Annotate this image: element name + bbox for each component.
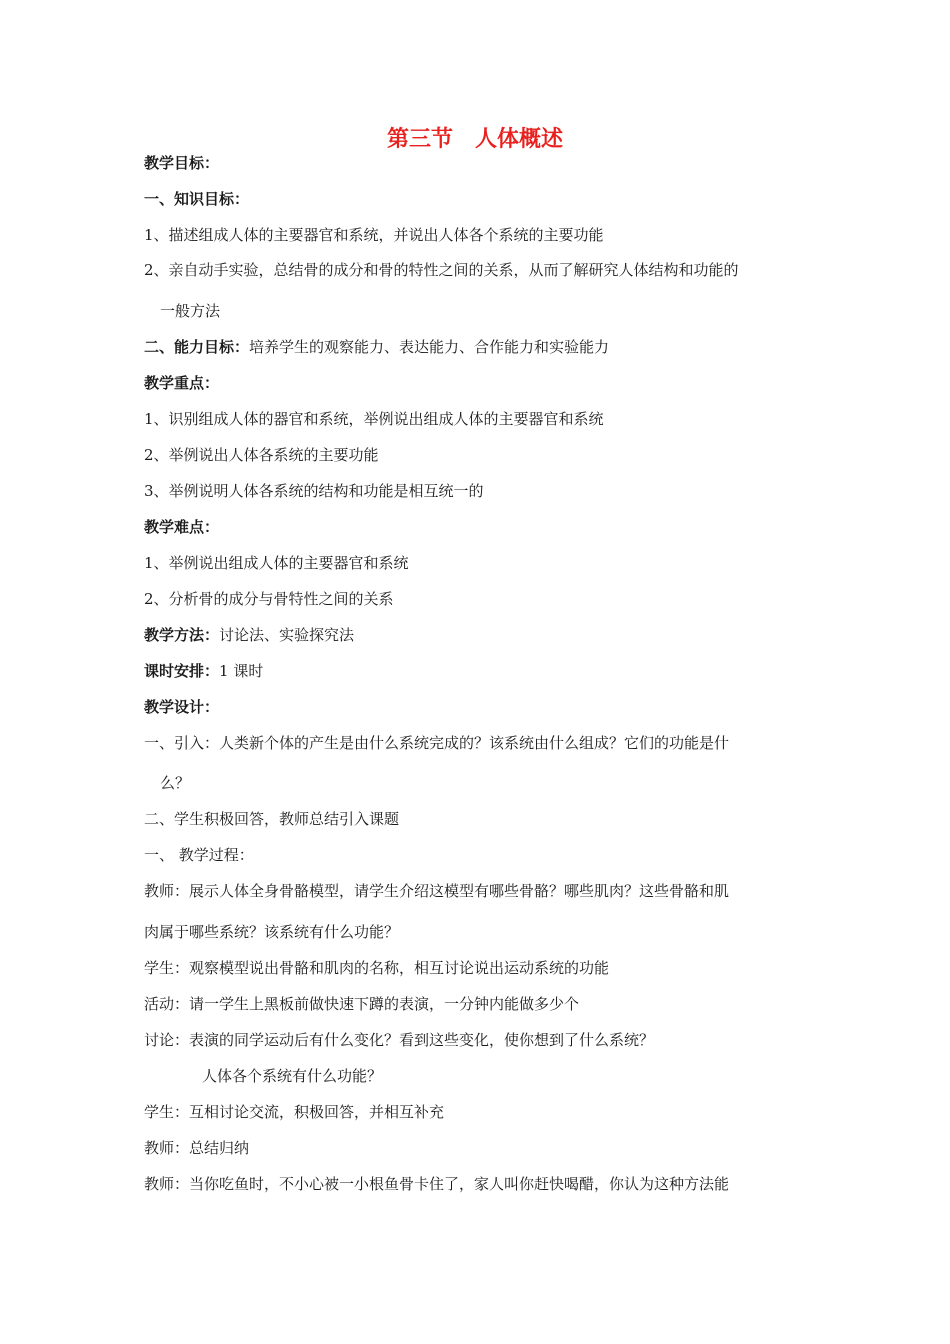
text-line: 一、引入：人类新个体的产生是由什么系统完成的？该系统由什么组成？它们的功能是什 [144,734,730,752]
heading-ability-goals: 二、能力目标：培养学生的观察能力、表达能力、合作能力和实验能力 [144,338,610,356]
text-line: 学生：互相讨论交流，积极回答，并相互补充 [144,1103,445,1121]
heading-teaching-design: 教学设计： [144,698,220,716]
heading-teaching-method: 教学方法：讨论法、实验探究法 [144,626,355,644]
heading-difficulties: 教学难点： [144,518,220,536]
heading-knowledge-goals: 一、知识目标： [144,190,250,208]
text-line: 学生：观察模型说出骨骼和肌肉的名称，相互讨论说出运动系统的功能 [144,959,610,977]
text-line: 2、举例说出人体各系统的主要功能 [144,446,379,464]
text-line: 教师：当你吃鱼时，不小心被一小根鱼骨卡住了，家人叫你赶快喝醋，你认为这种方法能 [144,1175,730,1193]
text-line: 活动：请一学生上黑板前做快速下蹲的表演，一分钟内能做多少个 [144,995,580,1013]
text-line: 1、描述组成人体的主要器官和系统，并说出人体各个系统的主要功能 [144,226,604,244]
page-title: 第三节 人体概述 [386,127,563,152]
heading-teaching-goals: 教学目标： [144,154,220,172]
text-line: 2、分析骨的成分与骨特性之间的关系 [144,590,394,608]
text-line: 二、学生积极回答，教师总结引入课题 [144,810,400,828]
text-line: 肉属于哪些系统？该系统有什么功能？ [144,923,400,941]
text-line: 1、识别组成人体的器官和系统，举例说出组成人体的主要器官和系统 [144,410,604,428]
text-line: 3、举例说明人体各系统的结构和功能是相互统一的 [144,482,484,500]
text-line: 教师：总结归纳 [144,1139,250,1157]
text-line-continuation: 么？ [160,774,191,792]
text-line-continuation: 一般方法 [160,302,221,320]
text-line: 1、举例说出组成人体的主要器官和系统 [144,554,409,572]
text-line: 2、亲自动手实验，总结骨的成分和骨的特性之间的关系，从而了解研究人体结构和功能的 [144,261,739,279]
text-line: 一、 教学过程： [144,846,254,864]
heading-key-points: 教学重点： [144,374,220,392]
heading-class-hours: 课时安排：1 课时 [144,662,264,680]
text-line: 讨论：表演的同学运动后有什么变化？看到这些变化，使你想到了什么系统？ [144,1031,655,1049]
text-line: 教师：展示人体全身骨骼模型，请学生介绍这模型有哪些骨骼？哪些肌肉？这些骨骼和肌 [144,882,730,900]
text-line-continuation: 人体各个系统有什么功能？ [202,1067,383,1085]
